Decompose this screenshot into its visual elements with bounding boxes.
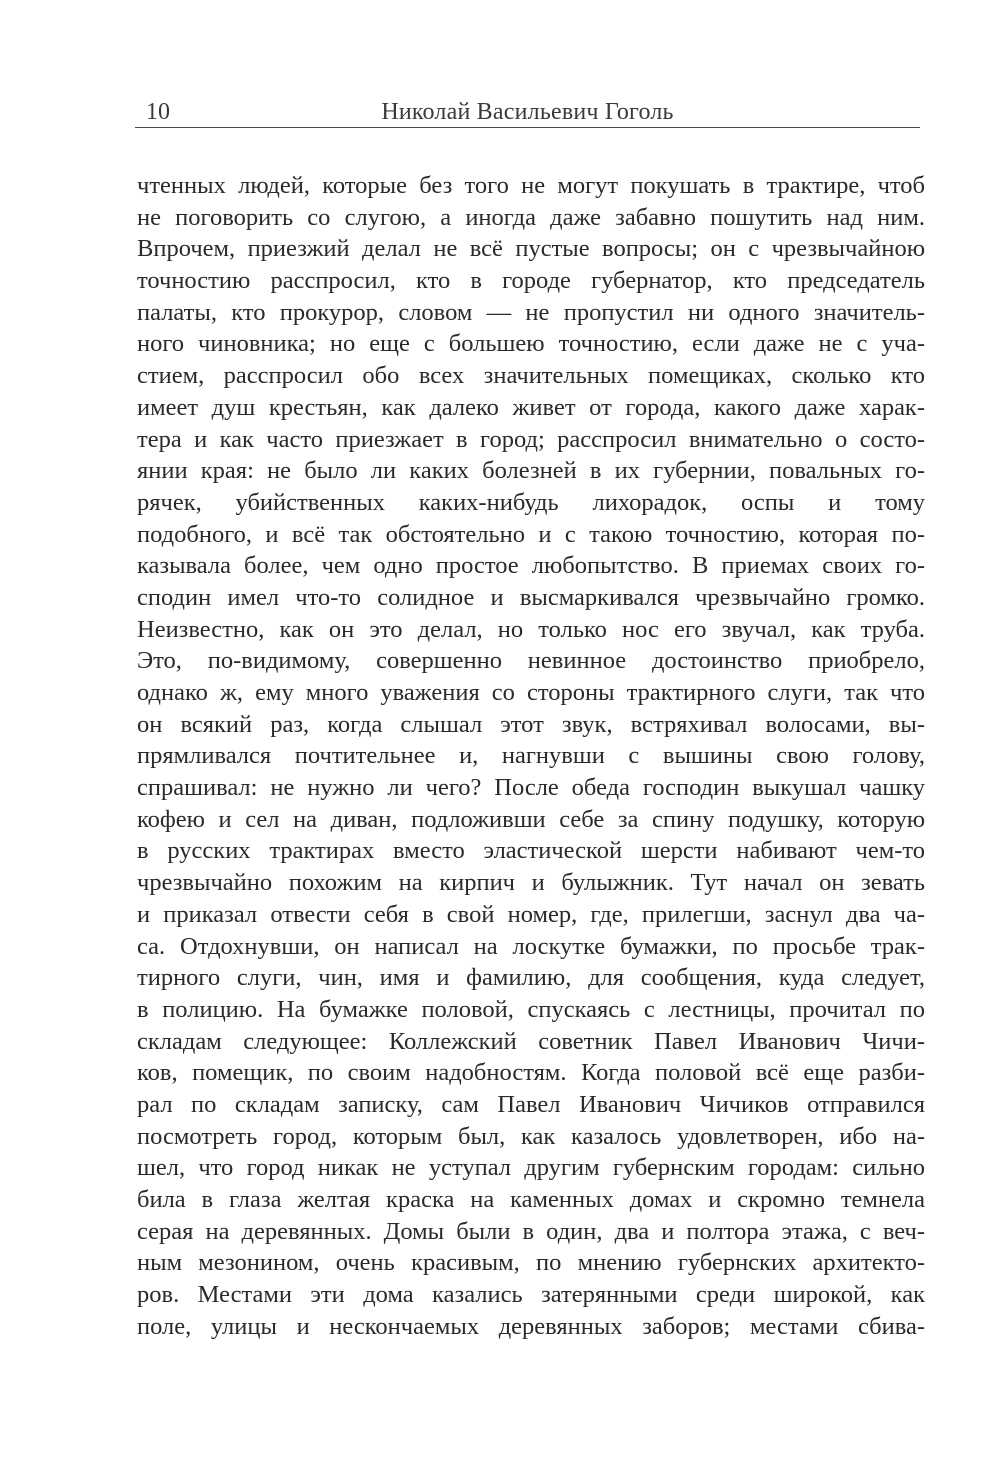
running-head-author: Николай Васильевич Гоголь [381,99,674,125]
text-line: поле, улицы и нескончаемых деревянных заборов; местами сбива- [137,1312,925,1340]
text-line: кофею и сел на диван, подложивши себе за спину подушку, которую [137,805,925,833]
text-line: сподин имел что-то солидное и высмаркивался чрезвычайно громко. [137,583,925,611]
text-line: и приказал отвести себя в свой номер, где, прилегши, заснул два ча- [137,900,925,928]
text-line: точностию расспросил, кто в городе губернатор, кто председатель [137,267,925,295]
text-line: чтенных людей, которые без того не могут покушать в трактире, чтоб [137,172,925,199]
text-line: янии края: не было ли каких болезней в их губернии, повальных го- [137,457,925,485]
text-line: ков, помещик, по своим надобностям. Когда половой всё еще разби- [137,1059,925,1087]
text-line: имеет душ крестьян, как далеко живет от города, какого даже харак- [137,393,925,421]
text-line: Впрочем, приезжий делал не всё пустые вопросы; он с чрезвычайною [137,235,925,263]
text-line: серая на деревянных. Домы были в один, два и полтора этажа, с веч- [137,1217,925,1245]
text-line: Это, по-видимому, совершенно невинное достоинство приобрело, [137,647,925,675]
text-line: рячек, убийственных каких-нибудь лихорадок, оспы и тому [137,488,925,516]
text-line: ного чиновника; но еще с большею точностию, если даже не с уча- [137,330,925,358]
text-line: посмотреть город, которым был, как казалось удовлетворен, ибо на- [137,1122,925,1150]
text-line: ров. Местами эти дома казались затерянными среди широкой, как [137,1281,925,1309]
text-line: тера и как часто приезжает в город; расспросил внимательно о состо- [137,425,925,453]
text-line: казывала более, чем одно простое любопытство. В приемах своих го- [137,552,925,580]
text-line: тирного слуги, чин, имя и фамилию, для сообщения, куда следует, [137,964,925,992]
text-line: в полицию. На бумажке половой, спускаясь с лестницы, прочитал по [137,995,925,1023]
text-line: в русских трактирах вместо эластической шерсти набивают чем-то [137,837,925,865]
text-line: он всякий раз, когда слышал этот звук, встряхивал волосами, вы- [137,710,925,738]
text-line: била в глаза желтая краска на каменных домах и скромно темнела [137,1186,925,1213]
text-line: шел, что город никак не уступал другим губернским городам: сильно [137,1154,925,1182]
text-line: Неизвестно, как он это делал, но только нос его звучал, как труба. [137,615,925,643]
text-line: складам следующее: Коллежский советник Павел Иванович Чичи- [137,1027,925,1055]
text-line: однако ж, ему много уважения со стороны трактирного слуги, так что [137,679,925,706]
text-line: спрашивал: не нужно ли чего? После обеда господин выкушал чашку [137,774,925,802]
running-head [135,92,920,128]
text-line: не поговорить со слугою, а иногда даже забавно пошутить над ним. [137,203,925,231]
text-line: са. Отдохнувши, он написал на лоскутке бумажки, по просьбе трак- [137,932,925,960]
text-line: подобного, и всё так обстоятельно и с такою точностию, которая по- [137,520,925,548]
text-line: прямливался почтительнее и, нагнувши с вышины свою голову, [137,742,925,770]
page-number: 10 [146,99,170,125]
text-line: ным мезонином, очень красивым, по мнению губернских архитекто- [137,1249,925,1277]
text-line: палаты, кто прокурор, словом — не пропустил ни одного значитель- [137,298,925,326]
text-line: стием, расспросил обо всех значительных помещиках, сколько кто [137,362,925,390]
body-text [137,170,925,1342]
text-line: чрезвычайно похожим на кирпич и булыжник. Тут начал он зевать [137,869,925,897]
text-line: рал по складам записку, сам Павел Иванович Чичиков отправился [137,1090,925,1118]
header-rule [135,127,920,128]
